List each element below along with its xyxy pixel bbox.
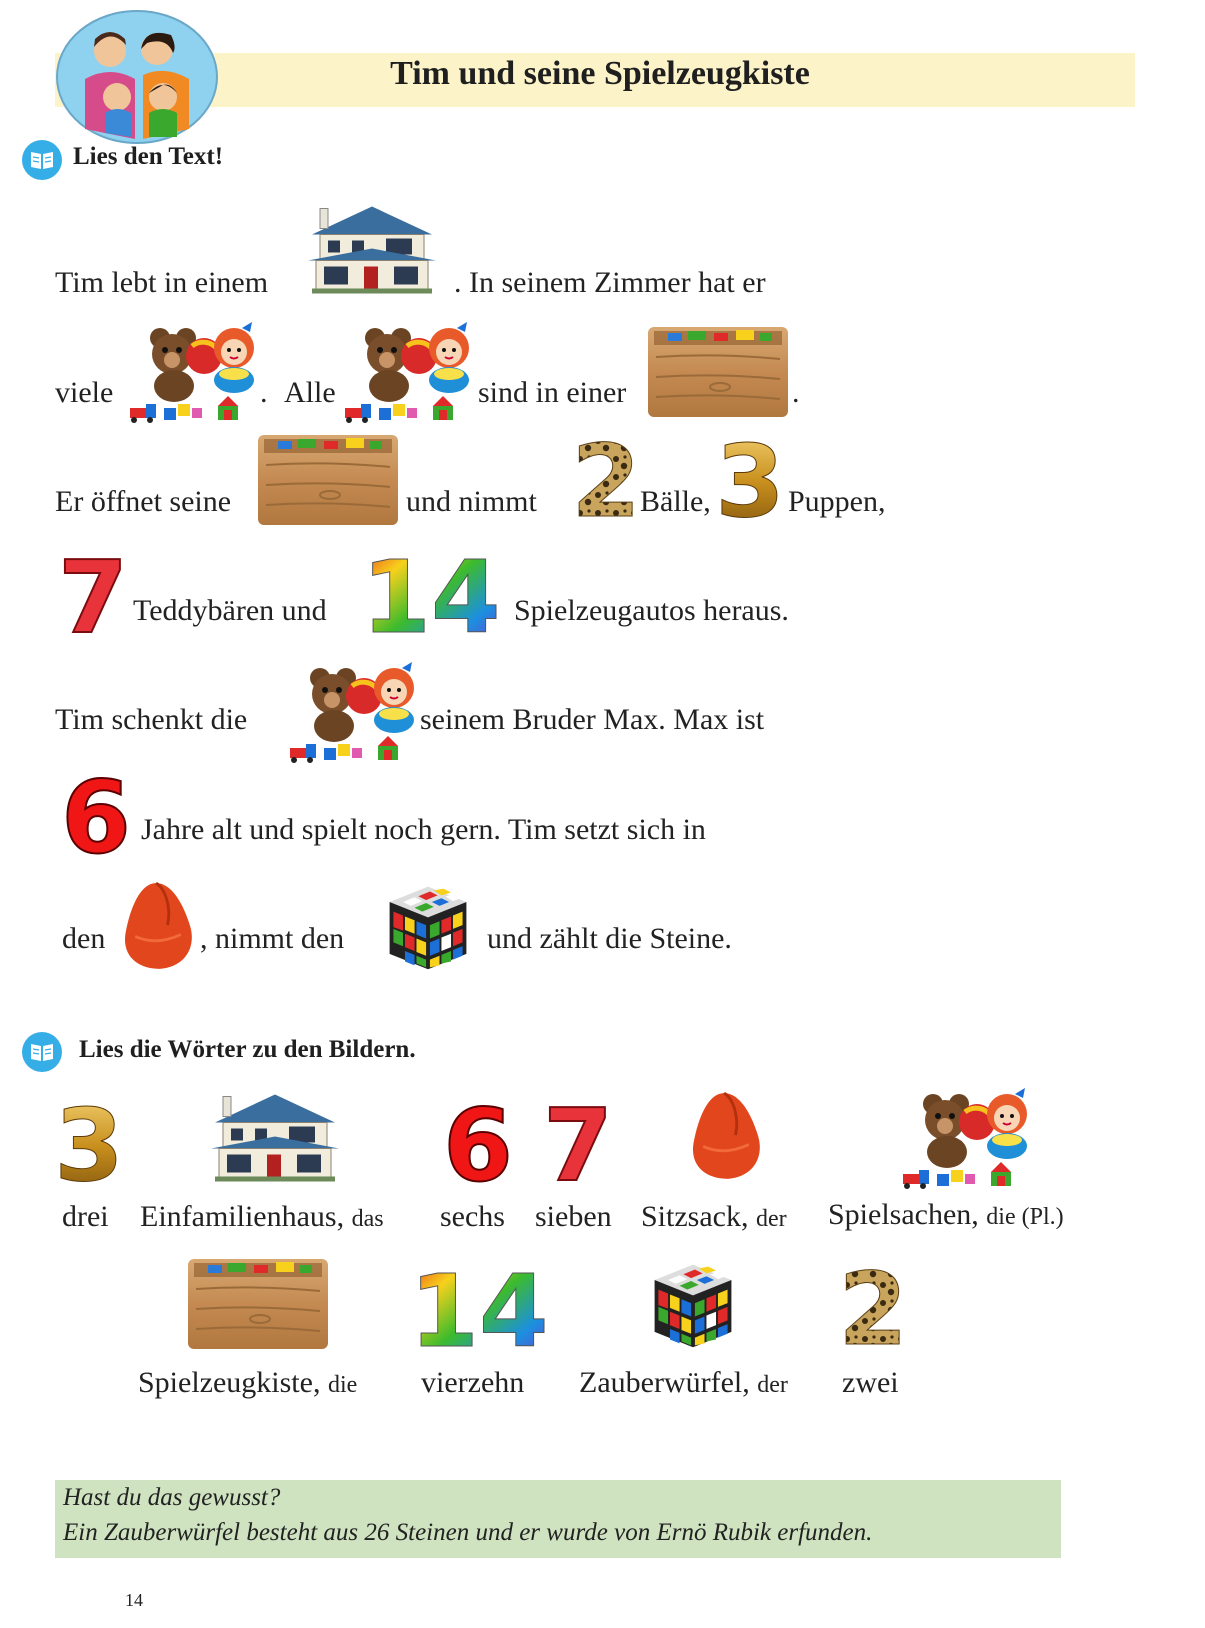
number-seven-red [58, 539, 128, 656]
house-icon [302, 200, 442, 300]
vocab-three-picture [54, 1087, 124, 1204]
number-fourteen-rainbow [361, 539, 501, 656]
section2-instruction: Lies die Wörter zu den Bildern. [79, 1036, 416, 1063]
family-logo [55, 9, 220, 146]
vocab-fourteen-picture [409, 1253, 549, 1370]
vocab-word: Sitzsack, der [641, 1200, 787, 1233]
text-line-2e: . [792, 376, 800, 409]
toy-crate-icon [258, 434, 398, 526]
text-line-3b: und nimmt [406, 485, 537, 518]
page-number: 14 [125, 1590, 143, 1610]
text-line-5b: seinem Bruder Max. Max ist [420, 703, 765, 736]
svg-text:2: 2 [838, 1251, 908, 1368]
page-title: Tim und seine Spielzeugkiste [390, 55, 810, 92]
number-three-gold [715, 423, 785, 540]
svg-text:7: 7 [543, 1087, 613, 1204]
vocab-two-picture [838, 1251, 908, 1368]
svg-text:3: 3 [54, 1087, 124, 1204]
text-line-3d: Puppen, [788, 485, 886, 518]
text-line-1a: Tim lebt in einem [55, 266, 269, 299]
vocab-word: zwei [842, 1366, 899, 1399]
svg-text:6: 6 [443, 1087, 513, 1204]
text-line-6a: Jahre alt und spielt noch gern. Tim setzt sich in [141, 813, 706, 846]
toys-icon [282, 656, 412, 766]
beanbag-icon [118, 876, 198, 976]
toy-crate-icon [648, 326, 788, 418]
number-six-red [58, 759, 134, 876]
svg-text:2: 2 [571, 423, 641, 540]
vocab-word: Spielsachen, die (Pl.) [828, 1198, 1064, 1231]
vocab-toys-picture [895, 1082, 1025, 1192]
vocab-word: Zauberwürfel, der [579, 1366, 788, 1399]
text-line-4a: Teddybären und [133, 594, 327, 627]
vocab-word: Einfamilienhaus, das [140, 1200, 384, 1233]
fact-box-text: Ein Zauberwürfel besteht aus 26 Steinen und er wurde von Ernö Rubik erfunden. [63, 1519, 873, 1546]
fact-box-question: Hast du das gewusst? [63, 1484, 281, 1511]
vocab-word: Spielzeugkiste, die [138, 1366, 358, 1399]
book-icon [22, 140, 62, 180]
text-line-2a: viele [55, 376, 114, 409]
svg-text:14: 14 [361, 539, 501, 656]
toys-icon [122, 316, 252, 426]
vocab-house-picture [205, 1088, 345, 1188]
text-line-1b: . In seinem Zimmer hat er [454, 266, 766, 299]
section1-instruction: Lies den Text! [73, 143, 224, 170]
vocab-beanbag-picture [686, 1086, 766, 1186]
vocab-seven-picture [543, 1087, 613, 1204]
text-line-2d: sind in einer [478, 376, 627, 409]
text-line-2b: . [260, 376, 268, 409]
text-line-2c: Alle [284, 376, 336, 409]
svg-text:3: 3 [715, 423, 785, 540]
number-two-leopard [571, 423, 641, 540]
text-line-3c: Bälle, [640, 485, 711, 518]
fact-box [55, 1480, 1061, 1558]
text-line-4b: Spielzeugautos heraus. [514, 594, 789, 627]
rubiks-cube-icon [380, 878, 476, 976]
vocab-word: sechs [440, 1200, 505, 1233]
svg-text:14: 14 [409, 1253, 549, 1370]
toys-icon [337, 316, 467, 426]
book-icon [22, 1032, 62, 1072]
vocab-word: vierzehn [421, 1366, 525, 1399]
vocab-six-picture [440, 1087, 516, 1204]
text-line-5a: Tim schenkt die [55, 703, 248, 736]
vocab-cube-picture [645, 1256, 741, 1354]
vocab-crate-picture [188, 1258, 328, 1350]
svg-text:6: 6 [61, 759, 131, 876]
text-line-7c: und zählt die Steine. [487, 922, 732, 955]
text-line-3a: Er öffnet seine [55, 485, 232, 518]
vocab-word: sieben [535, 1200, 612, 1233]
svg-text:7: 7 [58, 539, 128, 656]
text-line-7b: , nimmt den [200, 922, 345, 955]
vocab-word: drei [62, 1200, 109, 1233]
text-line-7a: den [62, 922, 106, 955]
